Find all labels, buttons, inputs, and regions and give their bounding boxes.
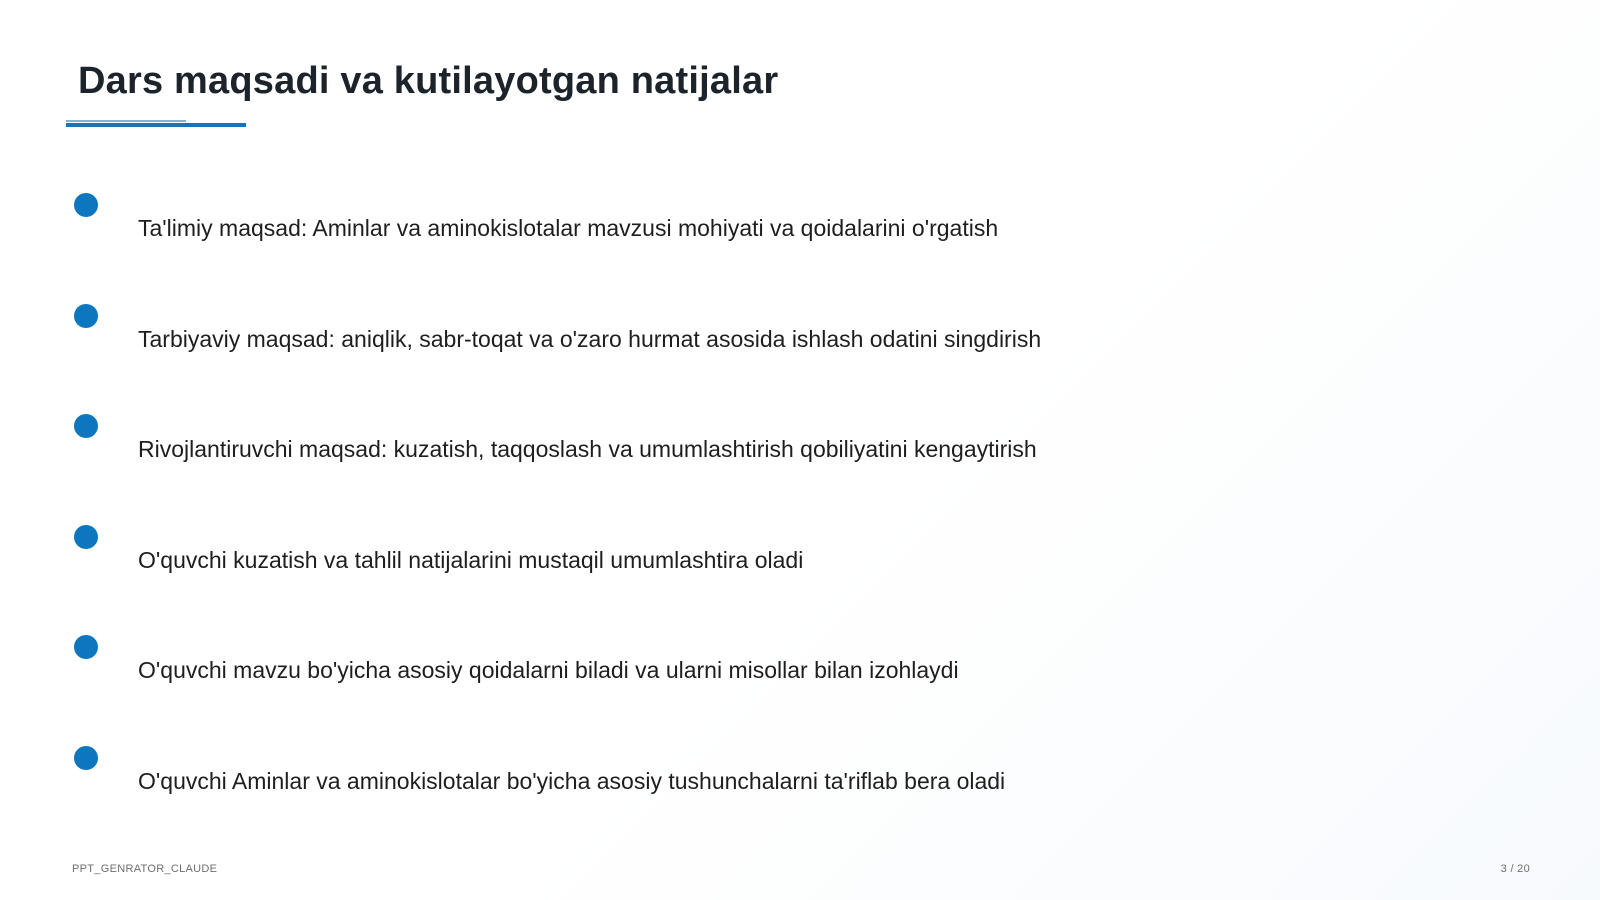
bullet-dot-icon — [74, 635, 98, 659]
page-indicator: 3 / 20 — [1500, 863, 1530, 875]
bullet-dot-icon — [74, 193, 98, 217]
bullet-text: O'quvchi mavzu bo'yicha asosiy qoidalarni biladi va ularni misollar bilan izohlaydi — [138, 657, 959, 683]
footer-source-label: PPT_GENRATOR_CLAUDE — [72, 863, 218, 875]
bullet-dot-icon — [74, 414, 98, 438]
bullet-text: Tarbiyaviy maqsad: aniqlik, sabr-toqat va o'zaro hurmat asosida ishlash odatini singdirish — [138, 326, 1042, 352]
bullet-text: Rivojlantiruvchi maqsad: kuzatish, taqqoslash va umumlashtirish qobiliyatini kengaytirish — [138, 436, 1037, 462]
bullet-item — [0, 746, 1200, 826]
bullet-dot-icon — [74, 746, 98, 770]
bullet-item — [0, 635, 1200, 715]
slide-title: Dars maqsadi va kutilayotgan natijalar — [78, 60, 779, 102]
bullet-dot-icon — [74, 525, 98, 549]
bullet-item — [0, 414, 1200, 494]
bullet-text: O'quvchi kuzatish va tahlil natijalarini mustaqil umumlashtira oladi — [138, 547, 804, 573]
bullet-text: Ta'limiy maqsad: Aminlar va aminokislotalar mavzusi mohiyati va qoidalarini o'rgatish — [138, 215, 999, 241]
bullet-text: O'quvchi Aminlar va aminokislotalar bo'yicha asosiy tushunchalarni ta'riflab bera oladi — [138, 768, 1006, 794]
bullet-item — [0, 304, 1200, 384]
bullet-item — [0, 525, 1200, 605]
bullet-item — [0, 193, 1200, 273]
bullet-dot-icon — [74, 304, 98, 328]
